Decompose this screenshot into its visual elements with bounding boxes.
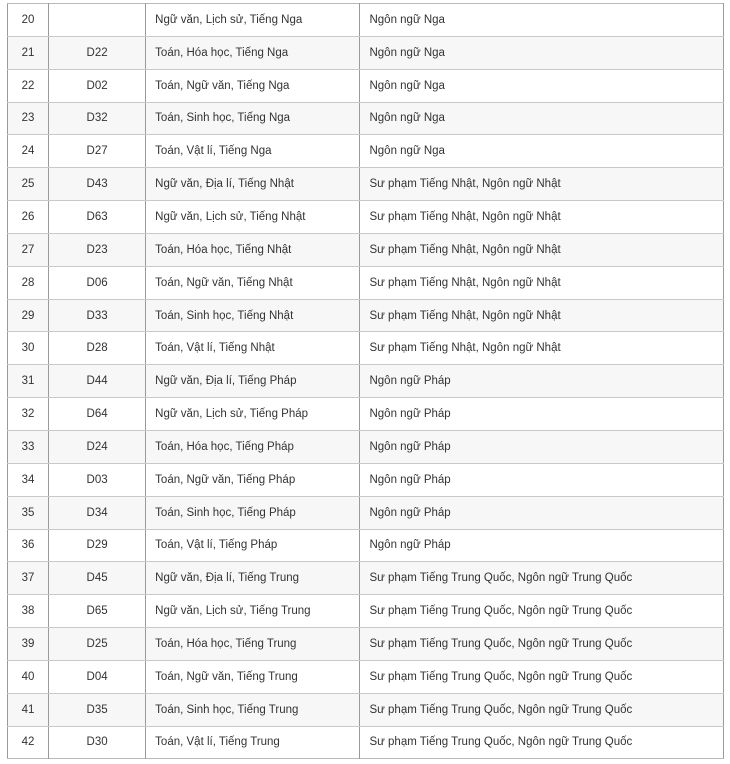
cell-index: 32 — [8, 398, 49, 431]
cell-majors: Sư phạm Tiếng Nhật, Ngôn ngữ Nhật — [360, 201, 724, 234]
cell-index: 31 — [8, 365, 49, 398]
cell-index: 25 — [8, 168, 49, 201]
cell-majors: Sư phạm Tiếng Trung Quốc, Ngôn ngữ Trung Quốc — [360, 660, 724, 693]
cell-subjects: Toán, Sinh học, Tiếng Trung — [146, 693, 360, 726]
admission-table-container — [7, 3, 724, 759]
cell-code: D43 — [49, 168, 146, 201]
cell-majors: Sư phạm Tiếng Trung Quốc, Ngôn ngữ Trung Quốc — [360, 628, 724, 661]
cell-code: D23 — [49, 233, 146, 266]
cell-index: 36 — [8, 529, 49, 562]
cell-code: D29 — [49, 529, 146, 562]
cell-subjects: Toán, Ngữ văn, Tiếng Nhật — [146, 266, 360, 299]
cell-subjects: Ngữ văn, Lịch sử, Tiếng Pháp — [146, 398, 360, 431]
cell-index: 28 — [8, 266, 49, 299]
cell-majors: Ngôn ngữ Nga — [360, 102, 724, 135]
cell-code: D63 — [49, 201, 146, 234]
cell-code: D33 — [49, 299, 146, 332]
cell-code: D06 — [49, 266, 146, 299]
cell-index: 41 — [8, 693, 49, 726]
cell-subjects: Toán, Hóa học, Tiếng Trung — [146, 628, 360, 661]
table-row — [8, 430, 724, 463]
cell-code: D35 — [49, 693, 146, 726]
cell-index: 40 — [8, 660, 49, 693]
table-row — [8, 562, 724, 595]
cell-majors: Sư phạm Tiếng Trung Quốc, Ngôn ngữ Trung Quốc — [360, 726, 724, 759]
cell-majors: Ngôn ngữ Nga — [360, 69, 724, 102]
cell-index: 42 — [8, 726, 49, 759]
cell-majors: Ngôn ngữ Pháp — [360, 430, 724, 463]
cell-majors: Ngôn ngữ Pháp — [360, 365, 724, 398]
table-row — [8, 102, 724, 135]
table-row — [8, 201, 724, 234]
table-row — [8, 660, 724, 693]
admission-combination-table — [7, 3, 724, 759]
table-row — [8, 4, 724, 37]
cell-subjects: Ngữ văn, Lịch sử, Tiếng Trung — [146, 595, 360, 628]
cell-subjects: Toán, Ngữ văn, Tiếng Nga — [146, 69, 360, 102]
cell-code: D24 — [49, 430, 146, 463]
table-body — [8, 4, 724, 759]
cell-code: D34 — [49, 496, 146, 529]
cell-subjects: Toán, Ngữ văn, Tiếng Trung — [146, 660, 360, 693]
cell-majors: Ngôn ngữ Nga — [360, 36, 724, 69]
cell-code: D02 — [49, 69, 146, 102]
table-row — [8, 496, 724, 529]
cell-index: 20 — [8, 4, 49, 37]
cell-index: 37 — [8, 562, 49, 595]
cell-subjects: Toán, Vật lí, Tiếng Nhật — [146, 332, 360, 365]
cell-code: D45 — [49, 562, 146, 595]
table-row — [8, 365, 724, 398]
cell-majors: Sư phạm Tiếng Nhật, Ngôn ngữ Nhật — [360, 233, 724, 266]
table-row — [8, 628, 724, 661]
cell-index: 34 — [8, 463, 49, 496]
table-row — [8, 69, 724, 102]
cell-index: 23 — [8, 102, 49, 135]
cell-index: 30 — [8, 332, 49, 365]
cell-subjects: Ngữ văn, Địa lí, Tiếng Pháp — [146, 365, 360, 398]
table-row — [8, 398, 724, 431]
cell-majors: Sư phạm Tiếng Trung Quốc, Ngôn ngữ Trung Quốc — [360, 693, 724, 726]
cell-majors: Ngôn ngữ Pháp — [360, 496, 724, 529]
cell-subjects: Toán, Vật lí, Tiếng Trung — [146, 726, 360, 759]
cell-subjects: Toán, Vật lí, Tiếng Pháp — [146, 529, 360, 562]
cell-index: 39 — [8, 628, 49, 661]
cell-majors: Ngôn ngữ Nga — [360, 4, 724, 37]
cell-code: D25 — [49, 628, 146, 661]
cell-code: D64 — [49, 398, 146, 431]
table-row — [8, 266, 724, 299]
cell-code: D28 — [49, 332, 146, 365]
cell-subjects: Toán, Hóa học, Tiếng Pháp — [146, 430, 360, 463]
table-row — [8, 463, 724, 496]
cell-subjects: Toán, Vật lí, Tiếng Nga — [146, 135, 360, 168]
cell-subjects: Ngữ văn, Địa lí, Tiếng Trung — [146, 562, 360, 595]
cell-index: 22 — [8, 69, 49, 102]
cell-index: 33 — [8, 430, 49, 463]
cell-index: 29 — [8, 299, 49, 332]
cell-index: 21 — [8, 36, 49, 69]
cell-majors: Ngôn ngữ Pháp — [360, 463, 724, 496]
cell-subjects: Ngữ văn, Lịch sử, Tiếng Nga — [146, 4, 360, 37]
cell-subjects: Toán, Sinh học, Tiếng Nga — [146, 102, 360, 135]
cell-majors: Sư phạm Tiếng Nhật, Ngôn ngữ Nhật — [360, 332, 724, 365]
cell-subjects: Toán, Ngữ văn, Tiếng Pháp — [146, 463, 360, 496]
cell-subjects: Toán, Sinh học, Tiếng Nhật — [146, 299, 360, 332]
cell-subjects: Ngữ văn, Địa lí, Tiếng Nhật — [146, 168, 360, 201]
cell-majors: Sư phạm Tiếng Nhật, Ngôn ngữ Nhật — [360, 266, 724, 299]
cell-subjects: Ngữ văn, Lịch sử, Tiếng Nhật — [146, 201, 360, 234]
cell-majors: Sư phạm Tiếng Nhật, Ngôn ngữ Nhật — [360, 168, 724, 201]
cell-index: 35 — [8, 496, 49, 529]
cell-code: D32 — [49, 102, 146, 135]
cell-code: D65 — [49, 595, 146, 628]
cell-majors: Ngôn ngữ Pháp — [360, 529, 724, 562]
table-row — [8, 135, 724, 168]
cell-majors: Sư phạm Tiếng Trung Quốc, Ngôn ngữ Trung Quốc — [360, 595, 724, 628]
table-row — [8, 36, 724, 69]
table-row — [8, 726, 724, 759]
cell-subjects: Toán, Hóa học, Tiếng Nga — [146, 36, 360, 69]
cell-code: D22 — [49, 36, 146, 69]
table-row — [8, 332, 724, 365]
cell-code: D03 — [49, 463, 146, 496]
cell-code: D30 — [49, 726, 146, 759]
cell-code: D44 — [49, 365, 146, 398]
cell-subjects: Toán, Hóa học, Tiếng Nhật — [146, 233, 360, 266]
cell-majors: Ngôn ngữ Nga — [360, 135, 724, 168]
table-row — [8, 168, 724, 201]
cell-index: 38 — [8, 595, 49, 628]
cell-subjects: Toán, Sinh học, Tiếng Pháp — [146, 496, 360, 529]
cell-majors: Ngôn ngữ Pháp — [360, 398, 724, 431]
cell-index: 24 — [8, 135, 49, 168]
table-row — [8, 693, 724, 726]
cell-majors: Sư phạm Tiếng Trung Quốc, Ngôn ngữ Trung Quốc — [360, 562, 724, 595]
cell-majors: Sư phạm Tiếng Nhật, Ngôn ngữ Nhật — [360, 299, 724, 332]
cell-code: D04 — [49, 660, 146, 693]
cell-index: 27 — [8, 233, 49, 266]
table-row — [8, 233, 724, 266]
table-row — [8, 595, 724, 628]
cell-index: 26 — [8, 201, 49, 234]
table-row — [8, 529, 724, 562]
cell-code: D27 — [49, 135, 146, 168]
cell-code — [49, 4, 146, 37]
table-row — [8, 299, 724, 332]
